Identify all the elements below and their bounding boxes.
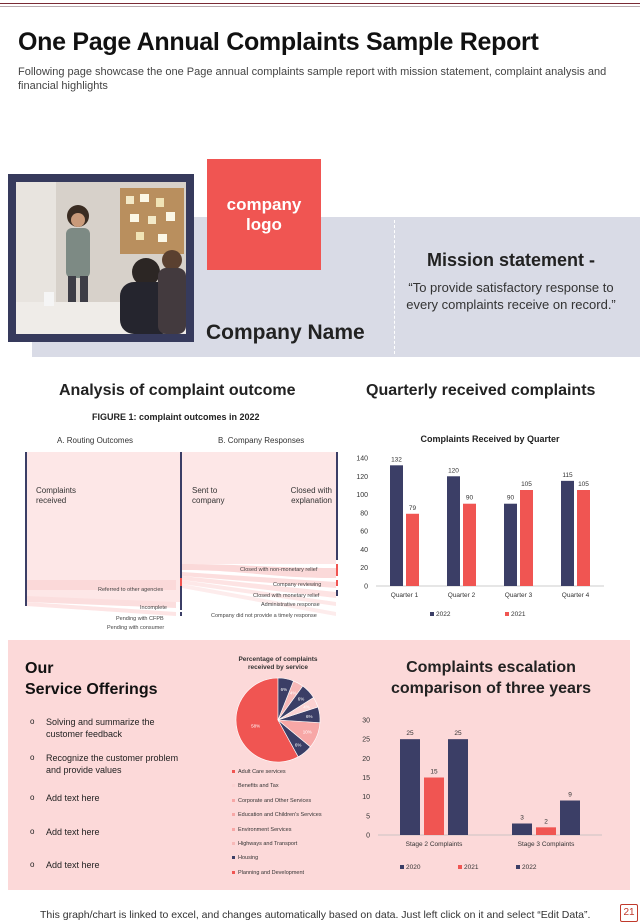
service-item-text: Add text here [46, 827, 100, 837]
page-subtitle: Following page showcase the one Page annual complaints sample report with mission statement, complaint analysis and financial highlights [18, 66, 607, 92]
y-tick-label: 20 [362, 755, 370, 763]
service-item [30, 716, 196, 740]
legend-label: Benefits and Tax [238, 783, 279, 790]
pie-title-line1: Percentage of complaints [238, 656, 318, 663]
bar-2021 [520, 490, 533, 586]
legend-label: Housing [238, 855, 259, 862]
outcome-pending-consumer: Pending with consumer [107, 625, 165, 631]
y-tick-label: 15 [362, 775, 370, 782]
sent-label-line1: Sent to [192, 486, 218, 495]
legend-swatch [458, 865, 462, 869]
service-item [30, 826, 196, 838]
legend-swatch [400, 865, 404, 869]
figure-caption: FIGURE 1: complaint outcomes in 2022 [92, 412, 260, 422]
data-label: 105 [521, 481, 532, 488]
bar-2022 [504, 504, 517, 586]
response-monetary: Closed with monetary relief [253, 593, 320, 599]
legend-label: 2022 [522, 864, 537, 871]
quarterly-title: Quarterly received complaints [366, 382, 596, 399]
y-tick-label: 30 [362, 717, 370, 725]
sent-label-line2: company [192, 496, 225, 505]
page-title: One Page Annual Complaints Sample Report [18, 28, 539, 56]
legend-swatch [232, 799, 235, 802]
legend-swatch [430, 612, 434, 616]
band-divider [394, 220, 395, 354]
pie-title-line2: received by service [248, 664, 308, 671]
data-label: 25 [406, 730, 414, 738]
data-label: 25 [454, 730, 462, 738]
legend-swatch [505, 612, 509, 616]
received-label-line1: Complaints [36, 486, 77, 495]
response-non-monetary: Closed with non-monetary relief [240, 567, 318, 573]
data-label: 9 [568, 791, 572, 799]
escalation-chart [350, 708, 610, 878]
pie-slice-label: 6% [294, 742, 302, 748]
category-label: Stage 3 Complaints [517, 841, 575, 848]
legend-label: 2022 [436, 611, 451, 618]
page-number: 21 [620, 904, 638, 922]
data-label: 120 [448, 467, 459, 475]
bar-2020 [512, 824, 532, 836]
legend-label: Corporate and Other Services [238, 797, 312, 804]
bullet-icon: o [30, 793, 35, 802]
routing-outcomes-heading: A. Routing Outcomes [57, 436, 134, 445]
service-item-text: Add text here [46, 793, 100, 803]
service-item [30, 752, 196, 776]
response-reviewing: Company reviewing [273, 582, 322, 588]
bar-2022 [561, 481, 574, 586]
legend-label: Adult Care services [238, 769, 286, 775]
service-item-text: Recognize the customer problem [46, 753, 179, 763]
legend-label: Environment Services [238, 826, 292, 833]
quarterly-chart [340, 428, 620, 628]
legend-swatch [232, 856, 235, 859]
legend-label: Planning and Development [238, 869, 305, 876]
service-pie-chart [222, 652, 334, 772]
bar-2021 [424, 778, 444, 836]
bar-2021 [536, 827, 556, 835]
pie-slice-label: 6% [305, 714, 313, 720]
pie-legend-item [232, 837, 322, 851]
service-item-text: customer feedback [46, 729, 123, 739]
top-rule-secondary [0, 6, 640, 7]
bar-2021 [406, 514, 419, 586]
legend-label: 2021 [511, 611, 526, 618]
outcome-referred: Referred to other agencies [98, 587, 164, 593]
closed-label [288, 486, 332, 506]
response-not-timely: Company did not provide a timely response [211, 613, 317, 619]
data-label: 79 [408, 504, 417, 512]
closed-label-line1: Closed with [290, 486, 332, 495]
service-item [30, 859, 196, 871]
pie-slice-label: 4% [289, 690, 297, 696]
category-label: Quarter 4 [561, 592, 590, 599]
service-item-text: and provide values [46, 765, 122, 775]
services-title-line2: Service Offerings [25, 681, 158, 698]
legend-swatch [232, 813, 235, 816]
legend-label: Education and Children's Services [238, 812, 322, 819]
bar-2020 [400, 739, 420, 835]
mission-title: Mission statement - [426, 250, 596, 270]
legend-swatch [232, 828, 235, 831]
escalation-title-line2: comparison of three years [390, 680, 592, 697]
y-tick-label: 120 [356, 473, 368, 481]
pie-legend-item [232, 765, 322, 779]
service-item-text: Solving and summarize the [46, 717, 155, 727]
service-item [30, 792, 196, 804]
bullet-icon: o [30, 827, 35, 836]
pie-slice-label: 58% [251, 723, 261, 729]
y-tick-label: 5 [366, 813, 370, 821]
escalation-title-line1: Complaints escalation [406, 659, 576, 676]
bar-2022 [560, 801, 580, 836]
bar-2021 [577, 490, 590, 586]
data-label: 132 [391, 456, 402, 464]
response-administrative: Administrative response [261, 602, 320, 608]
company-name: Company Name [206, 321, 365, 344]
data-label: 15 [430, 768, 438, 776]
bullet-icon: o [30, 753, 35, 762]
category-label: Quarter 2 [447, 592, 476, 599]
outcome-incomplete: Incomplete [140, 605, 167, 611]
chart-title: Complaints Received by Quarter [420, 434, 560, 444]
y-tick-label: 40 [360, 546, 368, 554]
category-label: Quarter 1 [390, 592, 419, 599]
y-tick-label: 0 [364, 583, 368, 591]
logo-text-line1: company [226, 194, 302, 214]
legend-swatch [232, 770, 235, 773]
y-tick-label: 60 [360, 528, 368, 536]
y-tick-label: 100 [356, 492, 368, 500]
footer-note: This graph/chart is linked to excel, and changes automatically based on data. Just left click on it and select “Edit Data”. [40, 909, 591, 921]
service-item-text: Add text here [46, 860, 100, 870]
legend-swatch [232, 784, 235, 787]
pie-legend-item [232, 823, 322, 837]
y-tick-label: 20 [360, 565, 368, 573]
legend-swatch [232, 842, 235, 845]
pie-slice-label: 4% [303, 704, 310, 710]
legend-swatch [232, 871, 235, 874]
data-label: 105 [578, 481, 589, 488]
services-title [25, 658, 158, 700]
legend-label: 2021 [464, 864, 479, 871]
bar-2022 [390, 465, 403, 586]
y-tick-label: 140 [356, 455, 368, 463]
y-tick-label: 25 [362, 736, 370, 744]
sent-label [192, 486, 224, 506]
top-rule [0, 3, 640, 4]
pie-legend [232, 765, 322, 880]
bullet-icon: o [30, 717, 35, 726]
mission-text: “To provide satisfactory response to every complaints receive on record.” [406, 280, 616, 312]
escalation-title [376, 657, 606, 699]
data-label: 90 [506, 494, 515, 502]
legend-swatch [516, 865, 520, 869]
data-label: 2 [544, 818, 548, 826]
bar-2022 [447, 476, 460, 586]
data-label: 115 [562, 471, 573, 479]
y-tick-label: 10 [362, 794, 370, 802]
y-tick-label: 80 [360, 510, 368, 518]
pie-legend-item [232, 866, 322, 880]
category-label: Stage 2 Complaints [405, 841, 463, 848]
services-title-line1: Our [25, 660, 54, 677]
pie-legend-item [232, 808, 322, 822]
received-label-line2: received [36, 496, 67, 505]
analysis-title: Analysis of complaint outcome [59, 382, 296, 399]
closed-label-line2: explanation [291, 496, 332, 505]
data-label: 3 [520, 814, 524, 822]
legend-label: 2020 [406, 864, 421, 871]
pie-legend-item [232, 851, 322, 865]
pie-legend-item [232, 794, 322, 808]
received-label [36, 486, 76, 506]
y-tick-label: 0 [366, 832, 370, 840]
pie-legend-item [232, 779, 322, 793]
logo-text-line2: logo [246, 214, 282, 234]
bar-2021 [463, 504, 476, 586]
bar-2022 [448, 739, 468, 835]
meeting-photo [16, 182, 186, 334]
company-responses-heading: B. Company Responses [218, 436, 305, 445]
pie-slice-label: 6% [297, 696, 305, 702]
data-label: 90 [465, 494, 474, 502]
pie-slice-label: 6% [280, 687, 288, 693]
category-label: Quarter 3 [504, 592, 533, 599]
outcome-pending-cfpb: Pending with CFPB [116, 616, 164, 622]
legend-label: Highways and Transport [238, 841, 298, 848]
pie-slice-label: 10% [302, 729, 312, 735]
company-logo [207, 159, 321, 270]
bullet-icon: o [30, 860, 35, 869]
